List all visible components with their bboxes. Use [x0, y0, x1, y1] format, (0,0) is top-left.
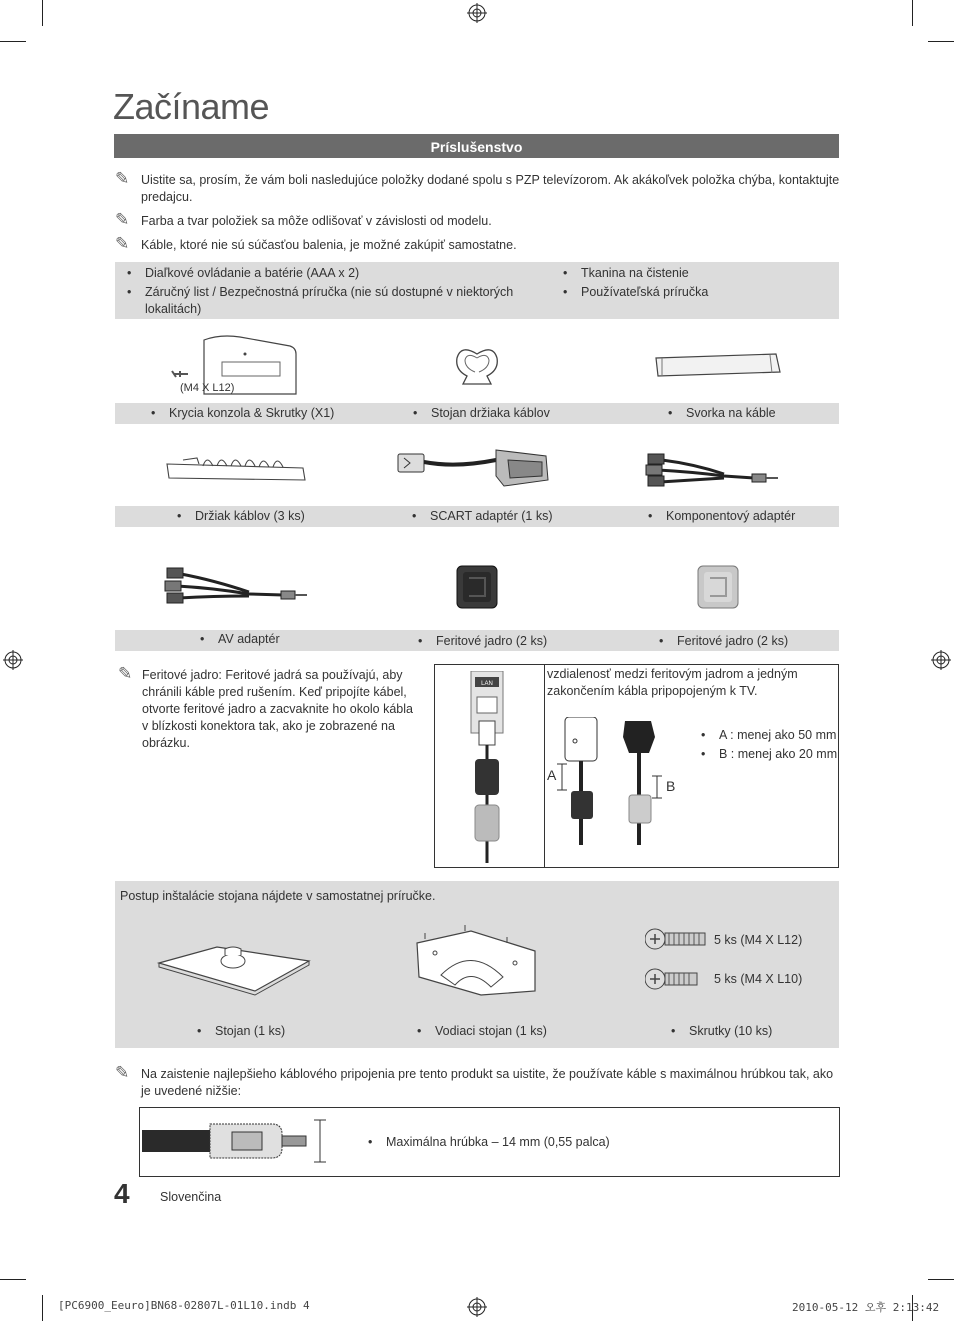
pencil-icon: ✎: [115, 234, 130, 253]
cable-note: [115, 1063, 840, 1102]
screw-l12-image: [645, 925, 709, 953]
item-label: • Feritové jadro (2 ks): [677, 633, 788, 650]
screw-l10-image: [645, 965, 701, 993]
cable-holder-stand-image: [453, 344, 501, 386]
stand-intro: Postup inštalácie stojana nájdete v samostatnej príručke.: [120, 889, 436, 903]
list-item: • Maximálna hrúbka – 14 mm (0,55 palca): [386, 1134, 610, 1151]
page-number: 4: [114, 1178, 130, 1209]
ferrite-core-light-image: [696, 562, 740, 610]
accessory-list: [115, 262, 839, 319]
note: [115, 234, 840, 255]
cable-holder-image: [163, 450, 309, 486]
registration-mark-icon: [3, 650, 23, 670]
scart-adapter-image: [396, 446, 556, 490]
lan-label: LAN: [481, 681, 493, 687]
screw-size-label: (M4 X L12): [180, 382, 235, 394]
language-label: Slovenčina: [160, 1190, 222, 1204]
crop-mark: [928, 1279, 954, 1280]
item-label: • Feritové jadro (2 ks): [436, 633, 547, 650]
note-text: Na zaistenie najlepšieho káblového pripojenia pre tento produkt sa uistite, že používate káble s maximálnou hrúbkou tak, ako je uvedené nižšie:: [141, 1067, 834, 1098]
cable-thickness-box: [139, 1107, 840, 1177]
list-item: • B : menej ako 20 mm: [719, 746, 837, 763]
note: [115, 169, 840, 208]
crop-mark: [0, 1279, 26, 1280]
ferrite-core-dark-image: [455, 562, 499, 610]
item-label: • Stojan držiaka káblov: [431, 405, 550, 422]
crop-mark: [42, 0, 43, 26]
crop-mark: [0, 41, 26, 42]
divider: [544, 665, 545, 867]
list-item: • Tkanina na čistenie: [581, 265, 801, 282]
av-adapter-image: [163, 562, 309, 608]
crop-mark: [42, 1295, 43, 1321]
items-row-labels: [115, 630, 839, 651]
component-adapter-image: [644, 446, 780, 490]
note-text: Farba a tvar položiek sa môže odlišovať v závislosti od modelu.: [141, 214, 492, 228]
item-label: • Skrutky (10 ks): [689, 1023, 772, 1040]
connector-a-image: [563, 717, 603, 845]
note-text: Feritové jadro: Feritové jadrá sa používajú, aby chránili káble pred rušením. Keď pripojíte kábel, otvorte feritové jadro a zacvaknite ho okolo kábla v blízkosti konektora tak, ako je zobrazené na obrázku.: [142, 668, 413, 750]
screw-l10-label: 5 ks (M4 X L10): [714, 972, 803, 986]
items-row-labels: [115, 403, 839, 424]
crop-mark: [928, 41, 954, 42]
print-date: 2010-05-12 오후 2:13:42: [792, 1301, 940, 1314]
list-item: • A : menej ako 50 mm: [719, 727, 836, 744]
ferrite-diagram: [434, 664, 839, 868]
pencil-icon: ✎: [115, 1063, 130, 1082]
note: [115, 210, 840, 231]
item-label: • Vodiaci stojan (1 ks): [435, 1023, 547, 1040]
cable-image: [142, 1116, 328, 1166]
page-title: Začíname: [113, 86, 270, 127]
dimension-b-icon: [652, 775, 662, 801]
item-label: • Komponentový adaptér: [666, 508, 795, 525]
list-item: • Diaľkové ovládanie a batérie (AAA x 2): [145, 265, 525, 282]
note-text: Uistite sa, prosím, že vám boli nasledujúce položky dodané spolu s PZP televízorom. Ak akákoľvek položka chýba, kontaktujte predajcu.: [141, 173, 840, 204]
label-a: A: [547, 767, 557, 783]
list-item: • Používateľská príručka: [581, 284, 801, 301]
note-text: Káble, ktoré nie sú súčasťou balenia, je možné zakúpiť samostatne.: [141, 238, 517, 252]
item-label: • Držiak káblov (3 ks): [195, 508, 305, 525]
stand-section: [115, 881, 839, 1048]
lan-ferrite-image: [465, 671, 517, 863]
item-label: • Krycia konzola & Skrutky (X1): [169, 405, 334, 422]
list-item: • Záručný list / Bezpečnostná príručka (nie sú dostupné v niektorých lokalitách): [145, 284, 515, 318]
section-header: Príslušenstvo: [114, 134, 839, 158]
cable-clamp-image: [652, 352, 782, 380]
item-label: • SCART adaptér (1 ks): [430, 508, 553, 525]
distance-text: vzdialenosť medzi feritovým jadrom a jedným zakončením kábla pripopojeným k TV.: [547, 667, 798, 698]
guide-stand-image: [411, 925, 543, 999]
items-row-labels: [115, 506, 839, 527]
stand-image: [155, 939, 315, 999]
registration-mark-icon: [931, 650, 951, 670]
ferrite-note: [118, 664, 418, 757]
label-b: B: [666, 778, 676, 794]
pencil-icon: ✎: [115, 210, 130, 229]
screw-l12-label: 5 ks (M4 X L12): [714, 933, 803, 947]
crop-mark: [912, 0, 913, 26]
item-label: • AV adaptér: [218, 631, 280, 648]
registration-mark-icon: [467, 3, 487, 23]
dimension-a-icon: [557, 763, 567, 793]
item-label: • Stojan (1 ks): [215, 1023, 285, 1040]
item-label: • Svorka na káble: [686, 405, 776, 422]
file-info: [PC6900_Eeuro]BN68-02807L-01L10.indb 4: [58, 1299, 310, 1312]
pencil-icon: ✎: [115, 169, 130, 188]
pencil-icon: ✎: [118, 664, 133, 683]
registration-mark-icon: [467, 1297, 487, 1317]
